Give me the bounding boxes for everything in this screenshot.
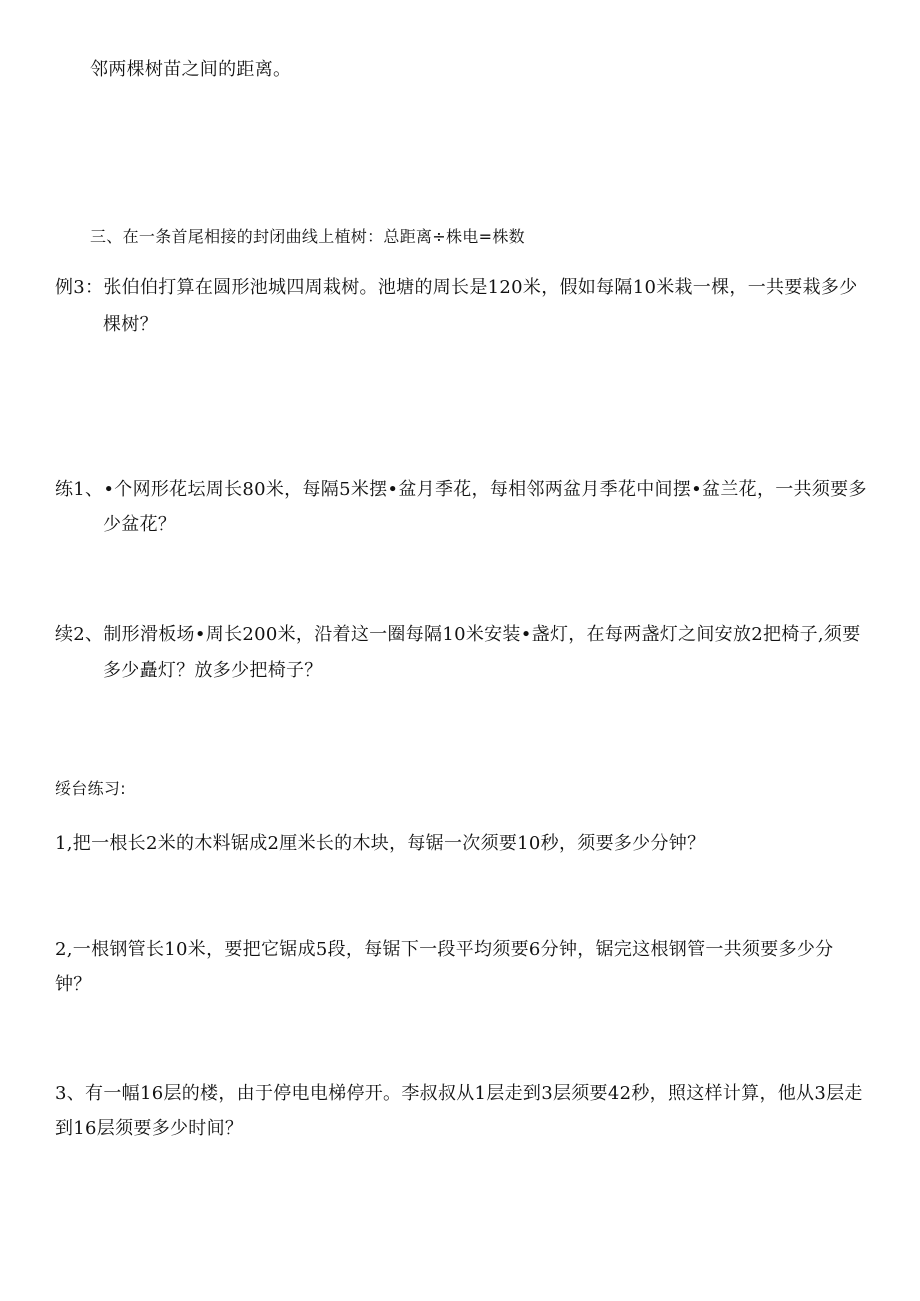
question2-line2: 钟？ — [55, 974, 92, 995]
example3-line1: 例3：张伯伯打算在圆形池城四周栽树。池塘的周长是120米，假如每隔10米栽一棵，一共要栽多少 — [55, 277, 858, 298]
practice1-line2: 少盆花？ — [103, 514, 177, 535]
comprehensive-practice-heading: 绥台练习: — [55, 779, 126, 798]
question2-line1: 2,一根钢管长10米，要把它锯成5段，每锯下一段平均须要6分钟，锯完这根钢管一共须要多少分 — [55, 939, 834, 960]
example3-line2: 棵树？ — [103, 314, 158, 335]
practice2-line1: 续2、制形滑板场•周长200米，沿着这一圈每隔10米安装•盏灯，在每两盏灯之间安放2把椅子,须要 — [55, 624, 861, 645]
practice1-line1: 练1、•个网形花坛周长80米，每隔5米摆•盆月季花，每相邻两盆月季花中间摆•盆兰花，一共须要多 — [55, 479, 867, 500]
question3-line2: 到16层须要多少时间？ — [55, 1118, 244, 1139]
question3-line1: 3、有一幅16层的楼，由于停电电梯停开。李叔叔从1层走到3层须要42秒，照这样计算，他从3层走 — [55, 1083, 863, 1104]
intro-continuation: 邻两棵树苗之间的距离。 — [90, 59, 292, 80]
question1-line1: 1,把一根长2米的木料锯成2厘米长的木块，每锯一次须要10秒，须要多少分钟？ — [55, 833, 706, 854]
practice2-line2: 多少矗灯？放多少把椅子？ — [103, 660, 323, 681]
section3-heading: 三、在一条首尾相接的封闭曲线上植树：总距离÷株电=株数 — [90, 227, 525, 246]
